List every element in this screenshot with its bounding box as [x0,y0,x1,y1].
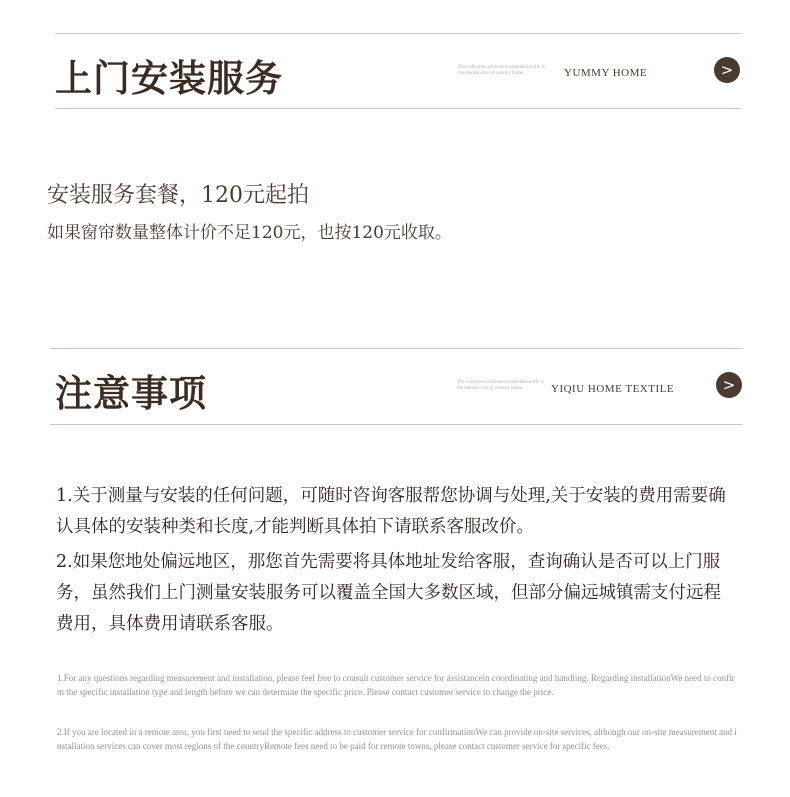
english-note-item: 2.If you are located in a remote area, you first need to send the specific address to customer service for confirmationWe can provide on-site services, although our on-site measurement and installation services can cover most regions of the countryRemote fees need to be paid for remote towns, please contact customer service for specific fees. [57,727,737,751]
chevron-right-icon[interactable]: > [714,57,740,83]
service-detail: 如果窗帘数量整体计价不足120元，也按120元收取。 [47,223,452,243]
divider-top-2 [50,348,743,349]
chevron-right-icon[interactable]: > [716,372,742,398]
divider-bottom-2 [50,424,743,425]
header-tagline-2: The collection of modern installation/life is the eternal core of yummy home [457,380,544,391]
brand-label-2: YIQIU HOME TEXTILE [551,383,675,395]
brand-label-1: YUMMY HOME [564,67,648,79]
section-title-notes: 注意事项 [55,371,207,415]
english-note-item: 1.For any questions regarding measurement and installation, please feel free to consult customer service for assistancein coordinating and handling. Regarding installationWe need to confirm the specific installation type and length before we can determine the specific price. Please contact customer service to change the price. [57,673,735,697]
note-item: 1.关于测量与安装的任何问题，可随时咨询客服帮您协调与处理,关于安装的费用需要确认具体的安装种类和长度,才能判断具体拍下请联系客服改价。 [56,486,726,537]
note-item: 2.如果您地处偏远地区，那您首先需要将具体地址发给客服，查询确认是否可以上门服务，虽然我们上门测量安装服务可以覆盖全国大多数区域，但部分偏远城镇需支付远程费用，具体费用请联系客服。 [56,552,721,634]
section-title-installation: 上门安装服务 [55,56,283,100]
header-tagline-1: The collection of modern installation/life is the eternal core of yummy home [458,65,545,76]
divider-bottom-1 [55,108,741,109]
service-headline: 安装服务套餐，120元起拍 [47,183,309,208]
divider-top-1 [55,33,741,34]
